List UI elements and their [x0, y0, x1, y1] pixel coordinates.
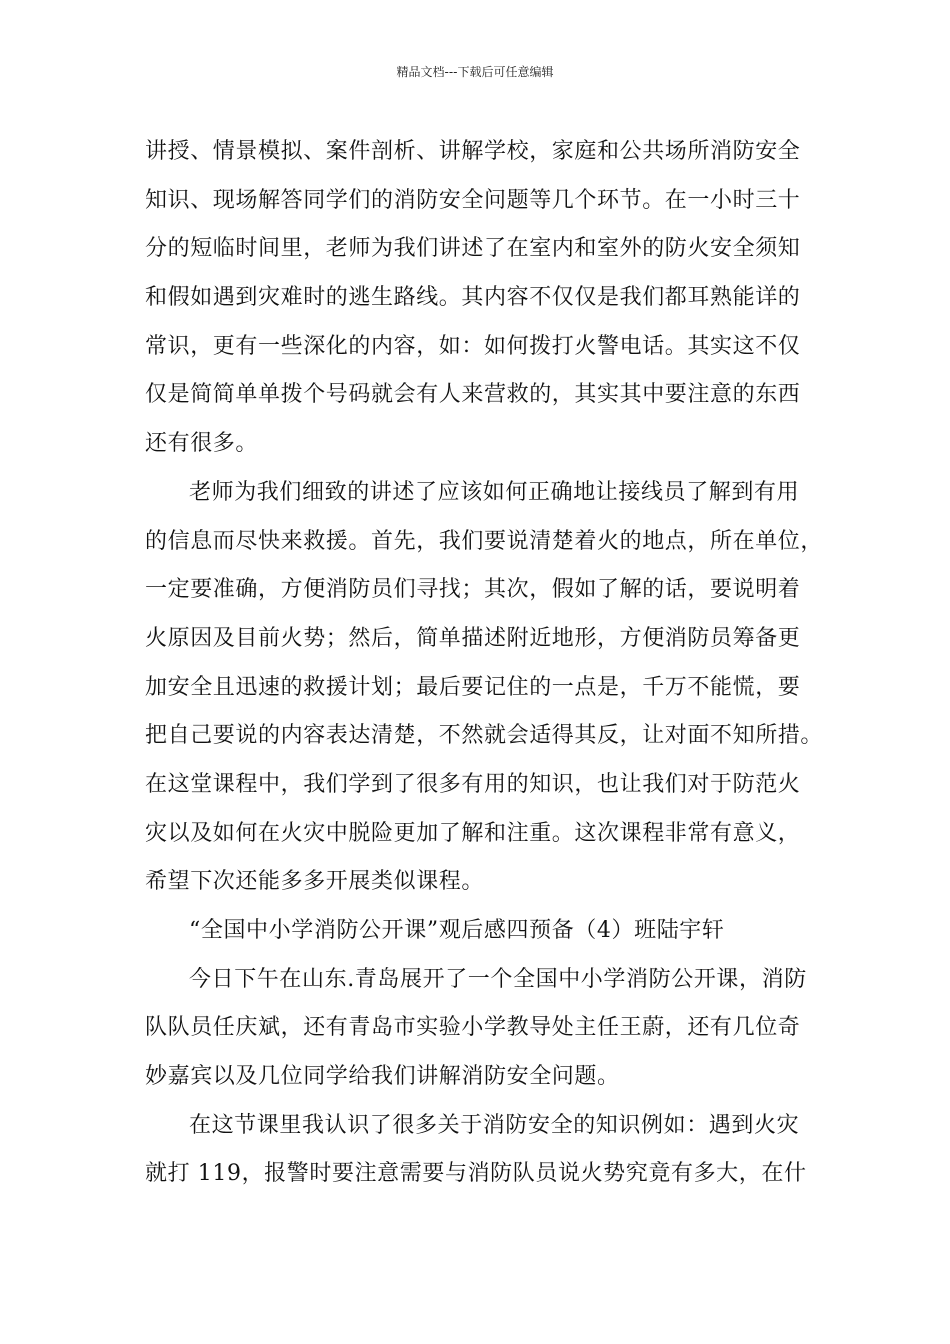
text-line: 分的短临时间里，老师为我们讲述了在室内和室外的防火安全须知 [145, 236, 801, 262]
text-line: 在这堂课程中，我们学到了很多有用的知识，也让我们对于防范火 [145, 771, 801, 797]
text-line: 一定要准确，方便消防员们寻找；其次，假如了解的话，要说明着 [145, 577, 801, 603]
text-line: 还有很多。 [145, 431, 259, 457]
page-header: 精品文档---下载后可任意编辑 [396, 65, 554, 79]
section-title: “全国中小学消防公开课”观后感四预备（4）班陆宇轩 [189, 918, 725, 943]
text-line: 的信息而尽快来救援。首先，我们要说清楚着火的地点，所在单位， [145, 528, 824, 554]
document-body [145, 128, 825, 1199]
text-line: 灾以及如何在火灾中脱险更加了解和注重。这次课程非常有意义， [145, 820, 801, 846]
paragraph-first-line: 在这节课里我认识了很多关于消防安全的知识例如：遇到火灾 [189, 1112, 800, 1138]
paragraph-first-line: 今日下午在山东.青岛展开了一个全国中小学消防公开课，消防 [189, 966, 807, 992]
text-line: 加安全且迅速的救援计划；最后要记住的一点是，千万不能慌，要 [145, 674, 801, 700]
text-line: 队队员任庆斌，还有青岛市实验小学教导处主任王蔚，还有几位奇 [145, 1015, 801, 1041]
text-line: 和假如遇到灾难时的逃生路线。其内容不仅仅是我们都耳熟能详的 [145, 285, 801, 311]
text-line: 妙嘉宾以及几位同学给我们讲解消防安全问题。 [145, 1064, 620, 1090]
text-line: 讲授、情景模拟、案件剖析、讲解学校，家庭和公共场所消防安全 [145, 139, 801, 164]
text-line: 常识，更有一些深化的内容，如：如何拨打火警电话。其实这不仅 [145, 333, 801, 359]
text-line: 就打 119，报警时要注意需要与消防队员说火势究竟有多大，在什 [145, 1161, 807, 1187]
text-line: 仅是简简单单拨个号码就会有人来营救的，其实其中要注意的东西 [145, 382, 801, 408]
text-line: 把自己要说的内容表达清楚，不然就会适得其反，让对面不知所措。 [145, 723, 824, 749]
text-line: 火原因及目前火势；然后，简单描述附近地形，方便消防员筹备更 [145, 625, 801, 651]
text-line: 希望下次还能多多开展类似课程。 [145, 869, 485, 895]
text-line: 知识、现场解答同学们的消防安全问题等几个环节。在一小时三十 [145, 187, 801, 213]
paragraph-first-line: 老师为我们细致的讲述了应该如何正确地让接线员了解到有用 [189, 479, 800, 505]
